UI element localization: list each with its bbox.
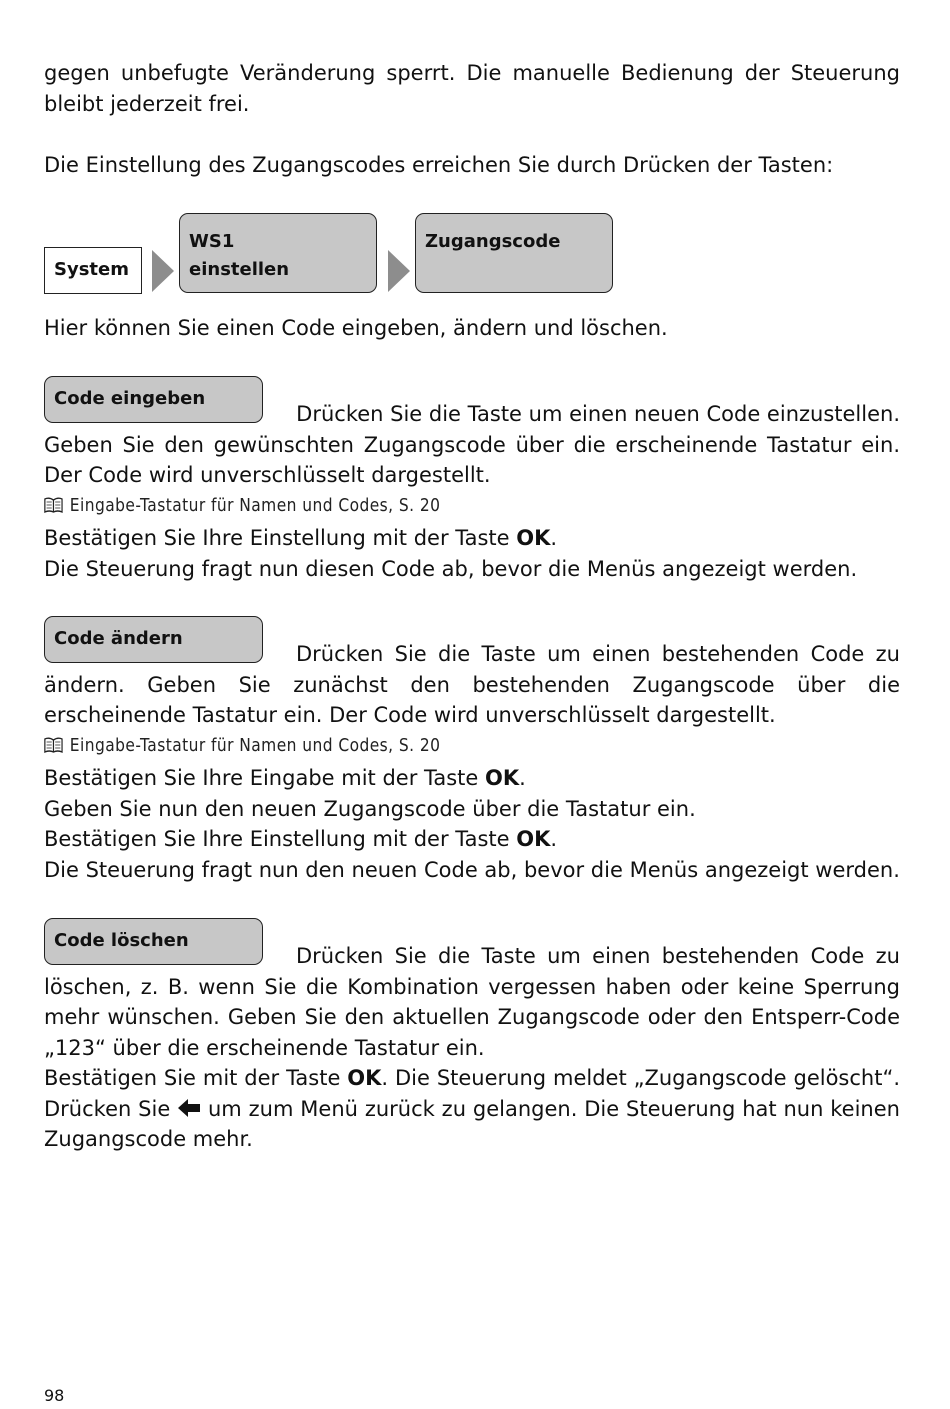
aendern-line-7: Die Steuerung fragt nun den neuen Code ab, bevor die Menüs angezeigt werden. (44, 857, 900, 882)
system-key[interactable] (44, 247, 142, 294)
eingeben-line-2: Geben Sie den gewünschten Zugangscode über die erscheinende Tastatur ein. (44, 432, 900, 457)
eingeben-reference (44, 495, 440, 516)
loeschen-line-7: Zugangscode mehr. (44, 1127, 253, 1151)
code-eingeben-label: Code eingeben (54, 388, 206, 409)
ws1-einstellen-key[interactable] (179, 213, 377, 293)
ws1-key-label-2: einstellen (189, 259, 290, 280)
aendern-reference-text: Eingabe-Tastatur für Namen und Codes, S. 20 (69, 735, 441, 756)
intro-instruction: Die Einstellung des Zugangscodes erreichen Sie durch Drücken der Tasten: (44, 153, 834, 177)
intro-line-2: bleibt jederzeit frei. (44, 91, 250, 116)
eingeben-reference-text: Eingabe-Tastatur für Namen und Codes, S. 20 (69, 495, 441, 516)
aendern-line-4 (44, 763, 900, 794)
zugangscode-key[interactable] (415, 213, 613, 293)
loeschen-line-4: „123“ über die erscheinende Tastatur ein. (44, 1035, 485, 1060)
aendern-line-4-end: . (519, 766, 526, 790)
loeschen-line-6-text: Drücken Sie (44, 1096, 178, 1121)
aendern-reference (44, 735, 440, 756)
code-loeschen-label: Code löschen (54, 930, 189, 951)
aendern-line-4-text: Bestätigen Sie Ihre Eingabe mit der Taste (44, 766, 485, 790)
aendern-line-3: erscheinende Tastatur ein. Der Code wird unverschlüsselt dargestellt. (44, 703, 776, 727)
intro-paragraph (44, 58, 900, 119)
back-arrow-icon (177, 1098, 201, 1118)
ok-label: OK (516, 526, 551, 550)
eingeben-line-4-text: Bestätigen Sie Ihre Einstellung mit der Taste (44, 526, 517, 550)
loeschen-line-5 (44, 1063, 900, 1094)
eingeben-line-1: Drücken Sie die Taste um einen neuen Code einzustellen. (296, 402, 900, 426)
loeschen-paragraph (44, 941, 900, 1155)
eingeben-line-4 (44, 523, 900, 554)
loeschen-line-5-text: Bestätigen Sie mit der Taste (44, 1066, 348, 1090)
ok-label: OK (347, 1066, 382, 1090)
code-aendern-label: Code ändern (54, 628, 183, 649)
aendern-paragraph-2 (44, 763, 900, 885)
aendern-line-6 (44, 824, 900, 855)
options-text: Hier können Sie einen Code eingeben, ändern und löschen. (44, 316, 668, 340)
ok-label: OK (485, 766, 520, 790)
aendern-line-2: ändern. Geben Sie zunächst den bestehenden Zugangscode über die (44, 672, 900, 697)
nav-arrow-icon (152, 250, 174, 292)
eingeben-line-4-end: . (550, 526, 558, 550)
book-icon (44, 497, 63, 513)
loeschen-line-6 (44, 1094, 900, 1125)
zugangscode-key-label: Zugangscode (425, 231, 561, 252)
aendern-line-6-end: . (550, 827, 558, 851)
eingeben-paragraph (44, 399, 900, 491)
loeschen-line-2: löschen, z. B. wenn Sie die Kombination vergessen haben oder keine Sperrung (44, 974, 900, 999)
eingeben-line-3: Der Code wird unverschlüsselt dargestellt. (44, 463, 491, 487)
loeschen-line-6-end: um zum Menü zurück zu gelangen. Die Steuerung hat nun keinen (201, 1096, 900, 1121)
eingeben-paragraph-2 (44, 523, 900, 584)
aendern-paragraph (44, 639, 900, 731)
book-icon (44, 737, 63, 753)
page-number: 98 (44, 1386, 65, 1405)
ws1-key-label-1: WS1 (189, 231, 235, 252)
aendern-line-1: Drücken Sie die Taste um einen bestehenden Code zu (296, 642, 900, 666)
system-key-label: System (54, 259, 129, 280)
aendern-line-6-text: Bestätigen Sie Ihre Einstellung mit der Taste (44, 827, 517, 851)
ok-label: OK (516, 827, 551, 851)
loeschen-line-1: Drücken Sie die Taste um einen bestehenden Code zu (296, 944, 900, 968)
nav-arrow-icon (388, 250, 410, 292)
loeschen-line-5-end: . Die Steuerung meldet „Zugangscode gelöscht“. (381, 1066, 901, 1090)
intro-line-1: gegen unbefugte Veränderung sperrt. Die manuelle Bedienung der Steuerung (44, 61, 900, 85)
loeschen-line-3: mehr wünschen. Geben Sie den aktuellen Zugangscode oder den Entsperr-Code (44, 1005, 900, 1029)
aendern-line-5: Geben Sie nun den neuen Zugangscode über die Tastatur ein. (44, 796, 696, 821)
eingeben-line-5: Die Steuerung fragt nun diesen Code ab, bevor die Menüs angezeigt werden. (44, 556, 858, 581)
